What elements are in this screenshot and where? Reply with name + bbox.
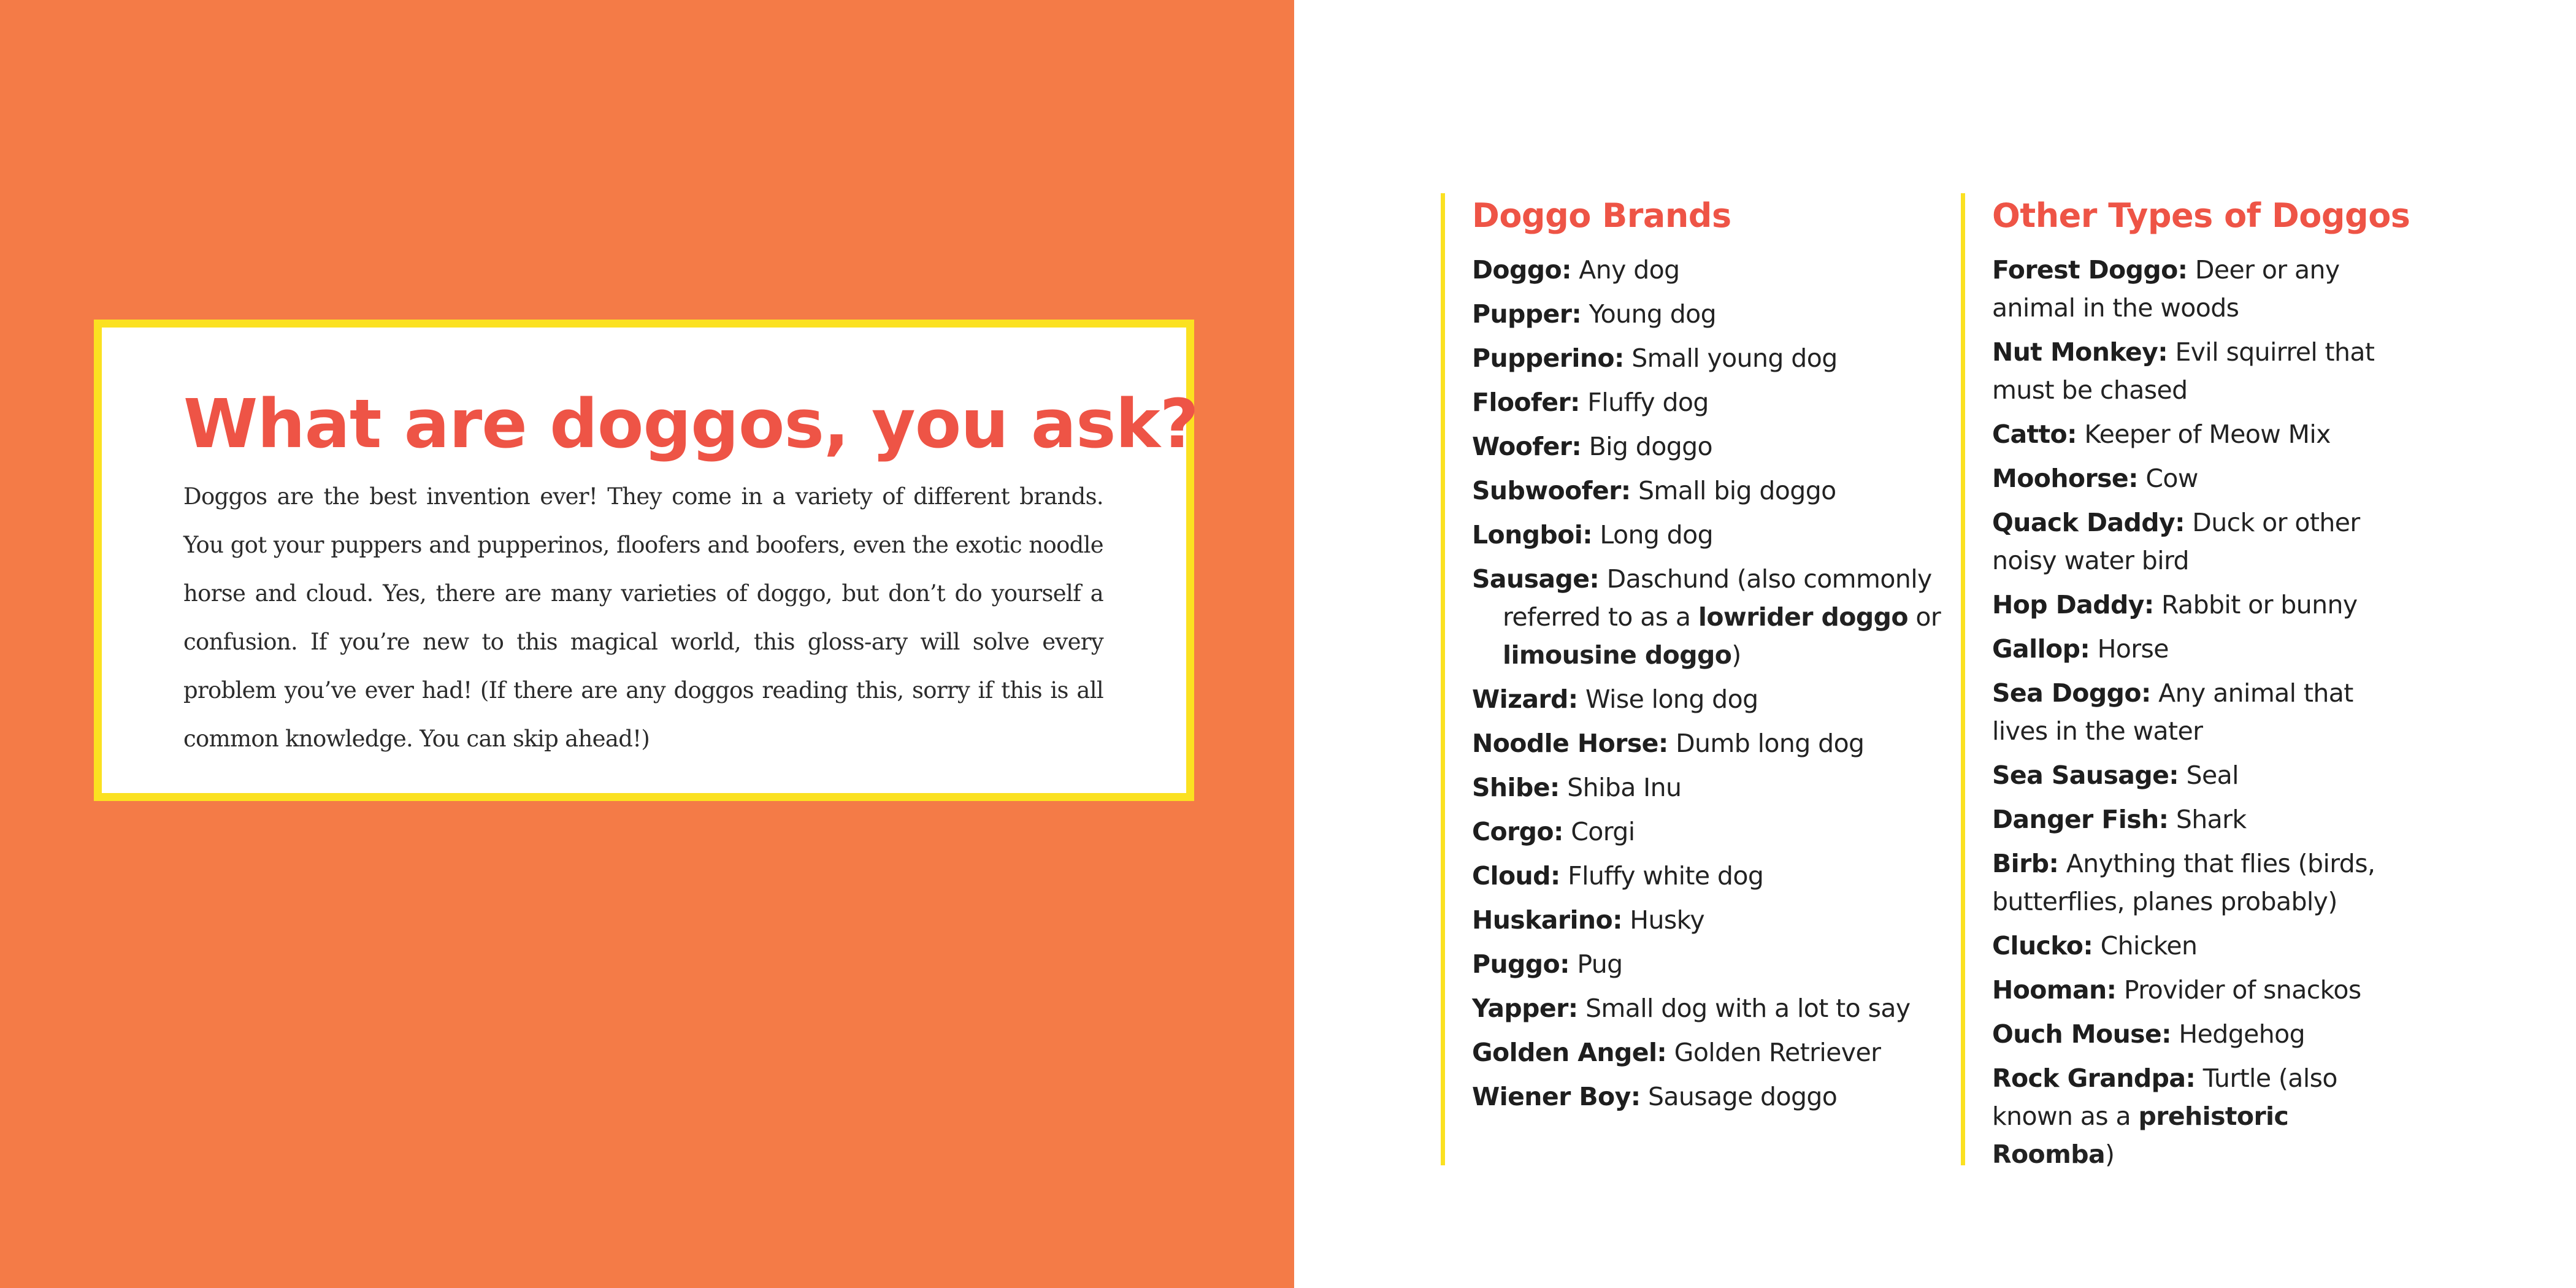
glossary-term: Forest Doggo:: [1992, 255, 2188, 285]
glossary-entry: [1992, 971, 2385, 1009]
glossary-definition: Husky: [1622, 905, 1705, 935]
glossary-definition: Provider of snackos: [2116, 975, 2361, 1005]
doggo-brands-column: [1441, 193, 1941, 1165]
glossary-definition: Small dog with a lot to say: [1577, 994, 1911, 1023]
doggo-brands-title: Doggo Brands: [1472, 196, 1731, 235]
glossary-definition: Seal: [2179, 761, 2239, 790]
glossary-entry: [1472, 989, 1931, 1027]
glossary-definition: Sausage doggo: [1640, 1082, 1838, 1111]
glossary-definition: Pug: [1569, 949, 1623, 979]
glossary-entry: [1472, 295, 1931, 333]
glossary-entry: [1992, 927, 2385, 965]
glossary-term: Pupper:: [1472, 299, 1582, 329]
glossary-definition: Rabbit or bunny: [2153, 590, 2358, 619]
glossary-term: Shibe:: [1472, 773, 1560, 802]
glossary-term: Floofer:: [1472, 388, 1580, 417]
glossary-entry: [1472, 560, 1969, 674]
glossary-entry: [1992, 630, 2385, 668]
other-doggos-column: [1961, 193, 2451, 1169]
glossary-term: Cloud:: [1472, 861, 1560, 891]
glossary-entry: [1472, 1033, 1931, 1071]
glossary-definition: Turtle (also known as a: [1992, 1064, 2337, 1131]
glossary-term: Hop Daddy:: [1992, 590, 2154, 619]
glossary-definition: Fluffy white dog: [1560, 861, 1764, 891]
glossary-entry: [1992, 504, 2385, 580]
glossary-definition: Deer or any animal in the woods: [1992, 255, 2340, 323]
glossary-term: Wizard:: [1472, 684, 1578, 714]
glossary-definition-end: ): [1731, 640, 1741, 670]
glossary-entry: [1472, 1078, 1931, 1116]
glossary-definition: Wise long dog: [1577, 684, 1758, 714]
glossary-entry: [1472, 251, 1931, 289]
glossary-term: Clucko:: [1992, 931, 2093, 960]
glossary-entry: [1472, 472, 1931, 510]
glossary-term: Subwoofer:: [1472, 476, 1631, 505]
glossary-definition: Evil squirrel that must be chased: [1992, 337, 2375, 405]
glossary-term: Ouch Mouse:: [1992, 1019, 2171, 1049]
other-doggos-title: Other Types of Doggos: [1992, 196, 2410, 235]
glossary-definition: Horse: [2090, 634, 2169, 664]
glossary-entry: [1992, 674, 2385, 750]
glossary-entry: [1472, 339, 1931, 377]
glossary-term: Gallop:: [1992, 634, 2090, 664]
glossary-term: Longboi:: [1472, 520, 1592, 550]
glossary-entry: [1472, 724, 1931, 762]
glossary-definition-end: ): [2105, 1140, 2115, 1169]
glossary-definition: Big doggo: [1581, 432, 1713, 461]
intro-body: Doggos are the best invention ever! They come in a variety of different brands. You got your puppers and pupperinos, floofers and boofers, even the exotic noodle horse and cloud. Yes, there are many varieties of doggo, but don’t do yourself a confusion. If you’re new to this magical world, this gloss-ary will solve every problem you’ve ever had! (If there are any doggos reading this, sorry if this is all common knowledge. You can skip ahead!): [183, 483, 1103, 752]
glossary-term: Wiener Boy:: [1472, 1082, 1641, 1111]
glossary-emphasis: limousine doggo: [1503, 640, 1732, 670]
glossary-definition: Dumb long dog: [1668, 729, 1865, 758]
glossary-entry: [1472, 383, 1931, 421]
glossary-definition: Shiba Inu: [1559, 773, 1682, 802]
doggo-brands-list: [1472, 251, 1941, 1116]
glossary-definition: Any dog: [1571, 255, 1680, 285]
glossary-definition: Duck or other noisy water bird: [1992, 508, 2360, 575]
glossary-entry: [1992, 415, 2385, 453]
glossary-definition: Chicken: [2093, 931, 2198, 960]
glossary-term: Quack Daddy:: [1992, 508, 2185, 537]
glossary-term: Corgo:: [1472, 817, 1563, 846]
glossary-emphasis: lowrider doggo: [1698, 602, 1908, 632]
glossary-entry: [1472, 901, 1931, 939]
glossary-term: Pupperino:: [1472, 343, 1624, 373]
glossary-entry: [1472, 516, 1931, 554]
glossary-entry: [1472, 857, 1931, 895]
glossary-definition: Small big doggo: [1630, 476, 1836, 505]
glossary-entry: [1472, 813, 1931, 851]
glossary-entry: [1472, 680, 1931, 718]
glossary-definition: Daschund (also commonly referred to as a: [1503, 564, 1932, 632]
glossary-entry: [1992, 800, 2385, 838]
glossary-term: Puggo:: [1472, 949, 1570, 979]
glossary-term: Golden Angel:: [1472, 1038, 1667, 1067]
glossary-entry: [1472, 427, 1931, 466]
glossary-term: Huskarino:: [1472, 905, 1622, 935]
glossary-entry: [1992, 333, 2385, 409]
glossary-entry: [1992, 459, 2385, 497]
intro-title: What are doggos, you ask?: [183, 385, 1198, 463]
glossary-entry: [1992, 251, 2385, 327]
glossary-term: Noodle Horse:: [1472, 729, 1668, 758]
glossary-definition: Shark: [2168, 805, 2247, 834]
glossary-definition: Corgi: [1563, 817, 1635, 846]
glossary-entry: [1992, 586, 2385, 624]
glossary-definition: Fluffy dog: [1579, 388, 1709, 417]
glossary-definition: Golden Retriever: [1666, 1038, 1881, 1067]
glossary-definition: Anything that flies (birds, butterflies, planes probably): [1992, 849, 2375, 916]
glossary-emphasis: prehistoric Roomba: [1992, 1102, 2289, 1169]
intro-box: [94, 320, 1198, 801]
glossary-term: Danger Fish:: [1992, 805, 2169, 834]
glossary-definition: Any animal that lives in the water: [1992, 678, 2353, 746]
glossary-entry: [1992, 1015, 2385, 1053]
glossary-definition-cont: or: [1907, 602, 1941, 632]
glossary-definition: Young dog: [1581, 299, 1717, 329]
glossary-term: Moohorse:: [1992, 464, 2138, 493]
glossary-entry: [1472, 945, 1931, 983]
glossary-definition: Keeper of Meow Mix: [2076, 420, 2331, 449]
glossary-term: Woofer:: [1472, 432, 1582, 461]
glossary-term: Sea Sausage:: [1992, 761, 2179, 790]
glossary-term: Yapper:: [1472, 994, 1578, 1023]
glossary-entry: [1472, 769, 1931, 807]
glossary-term: Sea Doggo:: [1992, 678, 2151, 708]
glossary-entry: [1992, 756, 2385, 794]
glossary-definition: Long dog: [1592, 520, 1714, 550]
glossary-term: Catto:: [1992, 420, 2077, 449]
glossary-entry: [1992, 1059, 2385, 1173]
glossary-entry: [1992, 845, 2385, 921]
other-doggos-list: [1992, 251, 2451, 1173]
glossary-term: Nut Monkey:: [1992, 337, 2168, 367]
glossary-term: Doggo:: [1472, 255, 1571, 285]
glossary-term: Hooman:: [1992, 975, 2117, 1005]
glossary-definition: Hedgehog: [2171, 1019, 2306, 1049]
glossary-term: Rock Grandpa:: [1992, 1064, 2196, 1093]
glossary-term: Sausage:: [1472, 564, 1600, 594]
glossary-term: Birb:: [1992, 849, 2059, 878]
glossary-definition: Cow: [2137, 464, 2198, 493]
glossary-definition: Small young dog: [1623, 343, 1838, 373]
